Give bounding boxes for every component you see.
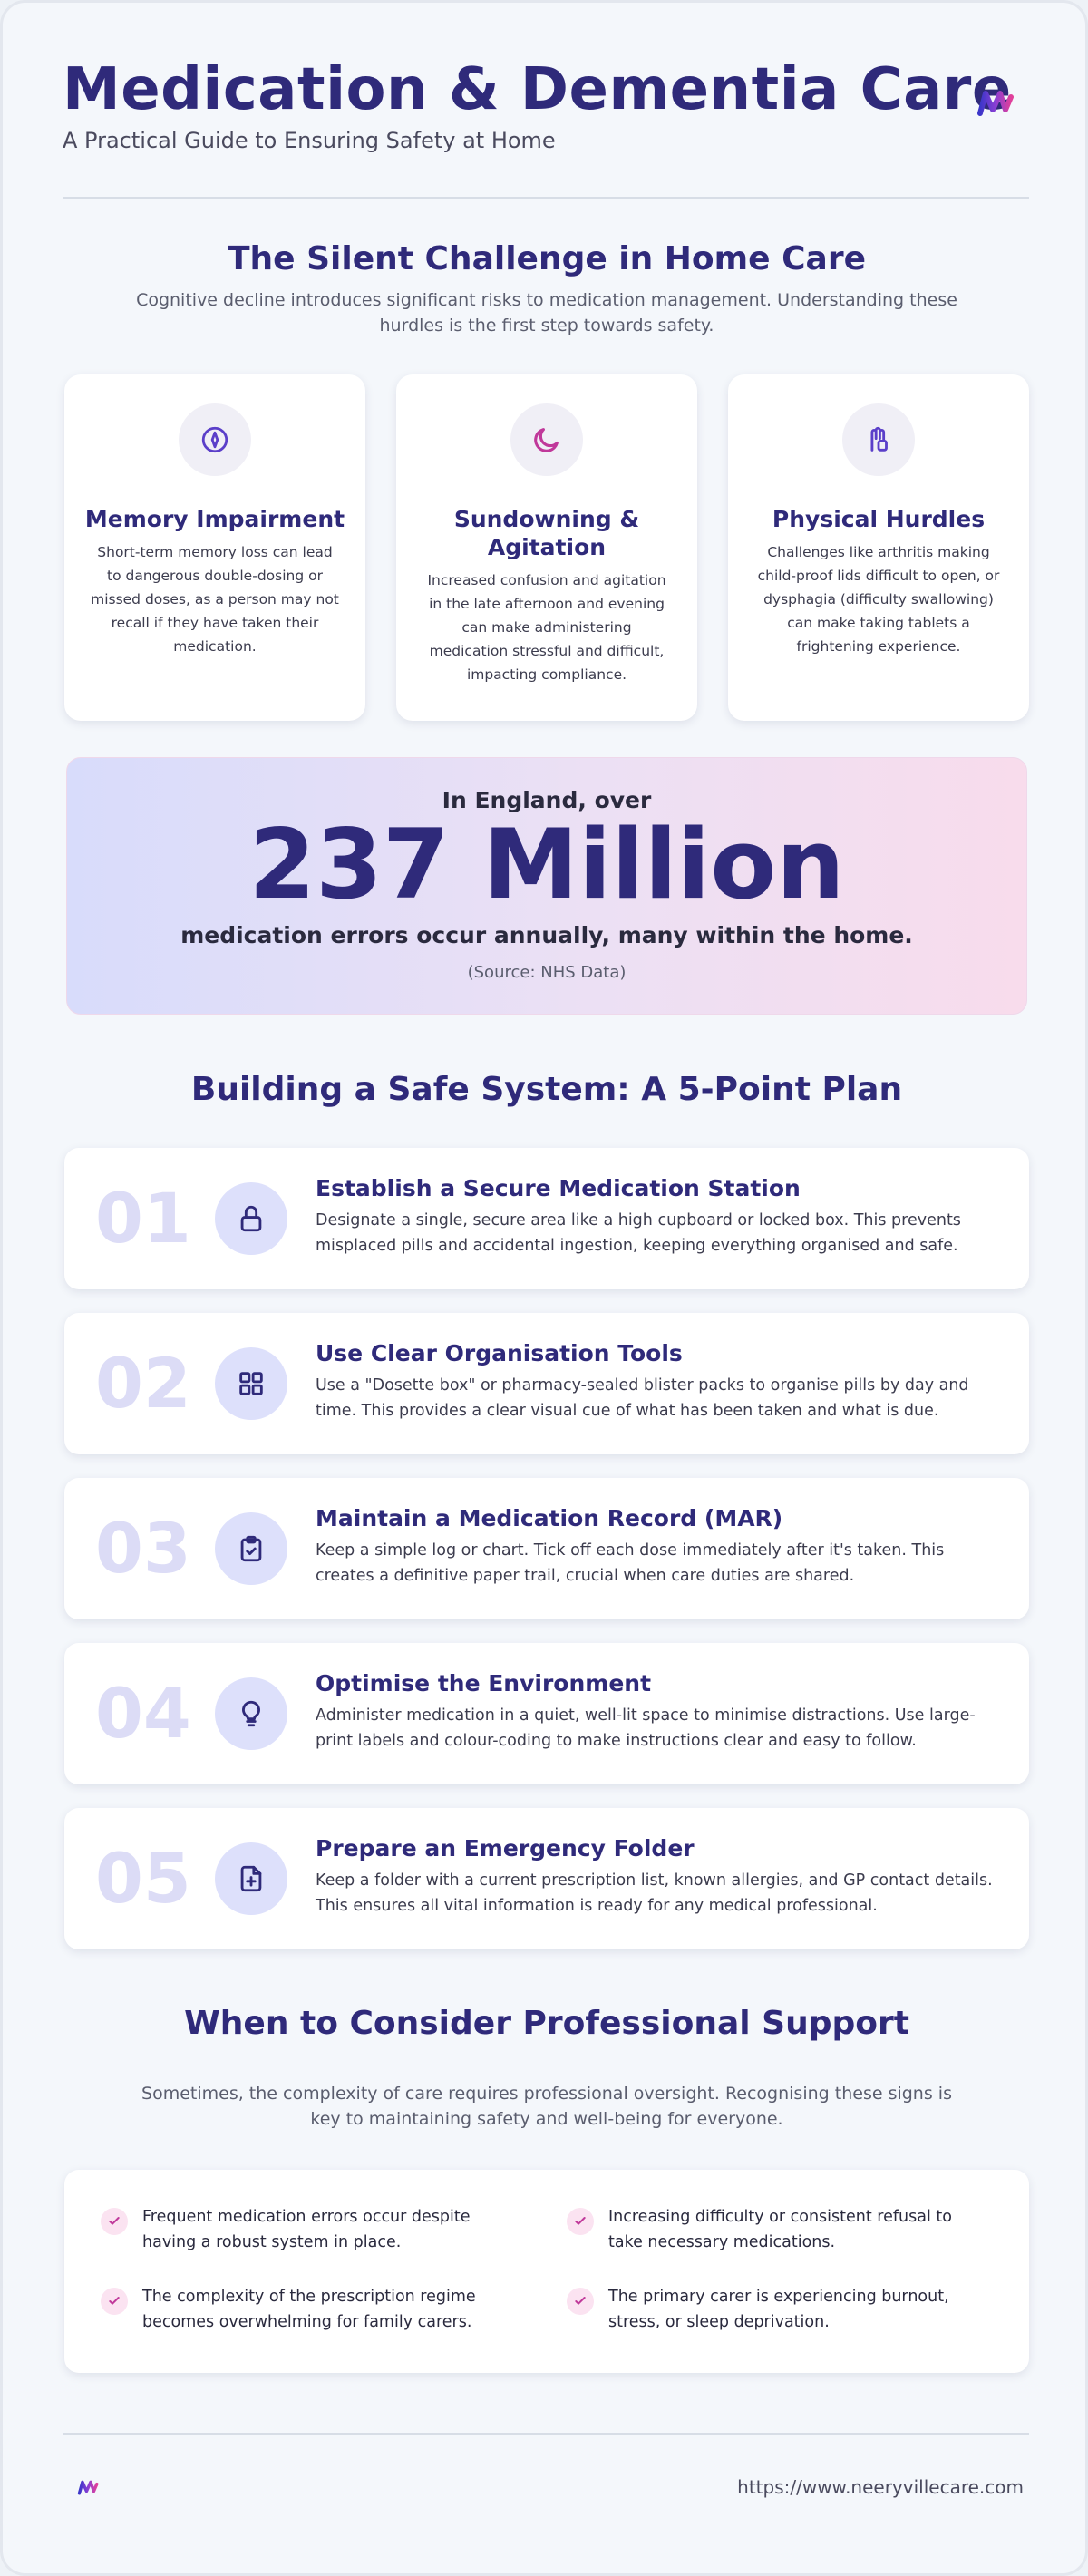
step-text: Designate a single, secure area like a high cupboard or locked box. This prevents misplaced pills and accidental ingestion, keeping everything organised and safe. [316,1211,961,1255]
card-text: Short-term memory loss can lead to dangerous double-dosing or missed doses, as a person may not recall if they have taken their medication. [91,544,339,655]
stat-prefix: In England, over [442,787,652,813]
lock-icon [215,1182,287,1255]
plan-step-1 [64,1148,1029,1289]
stat-description: medication errors occur annually, many within the home. [180,922,913,948]
footer-logo-icon [75,2474,106,2500]
brand-logo-icon [973,83,1027,122]
step-title: Establish a Secure Medication Station [316,1175,801,1201]
check-icon [567,2208,594,2235]
challenge-subtitle: Cognitive decline introduces significant risks to medication management. Understanding these hurdles is the first step towards safety. [136,290,957,335]
card-title: Physical Hurdles [772,506,986,532]
support-subtitle: Sometimes, the complexity of care requires professional oversight. Recognising these signs is key to maintaining safety and well-being for everyone. [141,2084,952,2129]
plan-step-5 [64,1808,1029,1949]
divider [63,197,1029,199]
step-text: Keep a simple log or chart. Tick off each dose immediately after it's taken. This creates a definitive paper trail, crucial when care duties are shared. [316,1541,945,1585]
grid-icon [215,1347,287,1420]
clipboard-check-icon [215,1512,287,1585]
plan-title: Building a Safe System: A 5-Point Plan [190,1071,903,1108]
card-title: Memory Impairment [84,506,345,532]
step-text: Administer medication in a quiet, well-lit space to minimise distractions. Use large-print labels and colour-coding to make instructions clear and easy to follow. [316,1706,976,1750]
step-number: 05 [95,1838,191,1919]
check-icon [101,2288,128,2315]
header [63,56,1033,153]
card-sundowning [396,374,697,721]
challenge-title: The Silent Challenge in Home Care [227,240,867,277]
plan-step-3 [64,1478,1029,1619]
hand-icon [842,403,915,476]
page-subtitle: A Practical Guide to Ensuring Safety at Home [63,128,556,153]
step-title: Optimise the Environment [316,1670,652,1696]
footer-website-link[interactable]: https://www.neeryvillecare.com [737,2476,1024,2498]
check-icon [101,2208,128,2235]
support-title: When to Consider Professional Support [184,2005,909,2042]
lightbulb-icon [215,1677,287,1750]
card-physical-hurdles [728,374,1029,721]
step-text: Use a "Dosette box" or pharmacy-sealed blister packs to organise pills by day and time. This provides a clear visual cue of what has been taken and what is due. [316,1376,969,1420]
card-memory-impairment [64,374,365,721]
sign-text: The primary carer is experiencing burnout, stress, or sleep deprivation. [608,2288,949,2331]
challenge-cards [64,374,1029,721]
compass-icon [179,403,251,476]
step-title: Prepare an Emergency Folder [316,1835,695,1862]
step-number: 03 [95,1508,191,1589]
stat-source: (Source: NHS Data) [467,963,627,982]
card-text: Challenges like arthritis making child-proof lids difficult to open, or dysphagia (difficulty swallowing) can make taking tablets a frightening experience. [757,544,1000,655]
page-title: Medication & Dementia Care [63,56,1012,123]
sign-text: Increasing difficulty or consistent refusal to take necessary medications. [608,2208,952,2251]
sign-text: Frequent medication errors occur despite having a robust system in place. [142,2208,471,2251]
sign-text: The complexity of the prescription regime becomes overwhelming for family carers. [142,2288,476,2331]
card-title: Sundowning & Agitation [453,506,640,560]
step-text: Keep a folder with a current prescription list, known allergies, and GP contact details. This ensures all vital information is ready for any medical professional. [316,1871,993,1915]
step-number: 04 [95,1673,191,1754]
step-number: 02 [95,1343,191,1424]
footer-divider [63,2433,1029,2435]
card-text: Increased confusion and agitation in the late afternoon and evening can make administering medication stressful and difficult, impacting compliance. [427,572,666,683]
stat-banner [66,757,1027,1015]
check-icon [567,2288,594,2315]
plan-step-2 [64,1313,1029,1454]
file-plus-icon [215,1842,287,1915]
step-title: Use Clear Organisation Tools [316,1340,683,1366]
plan-step-4 [64,1643,1029,1784]
support-signs-card [64,2170,1029,2373]
moon-icon [510,403,583,476]
step-number: 01 [95,1178,191,1259]
step-title: Maintain a Medication Record (MAR) [316,1505,783,1531]
stat-value: 237 Million [248,809,845,920]
